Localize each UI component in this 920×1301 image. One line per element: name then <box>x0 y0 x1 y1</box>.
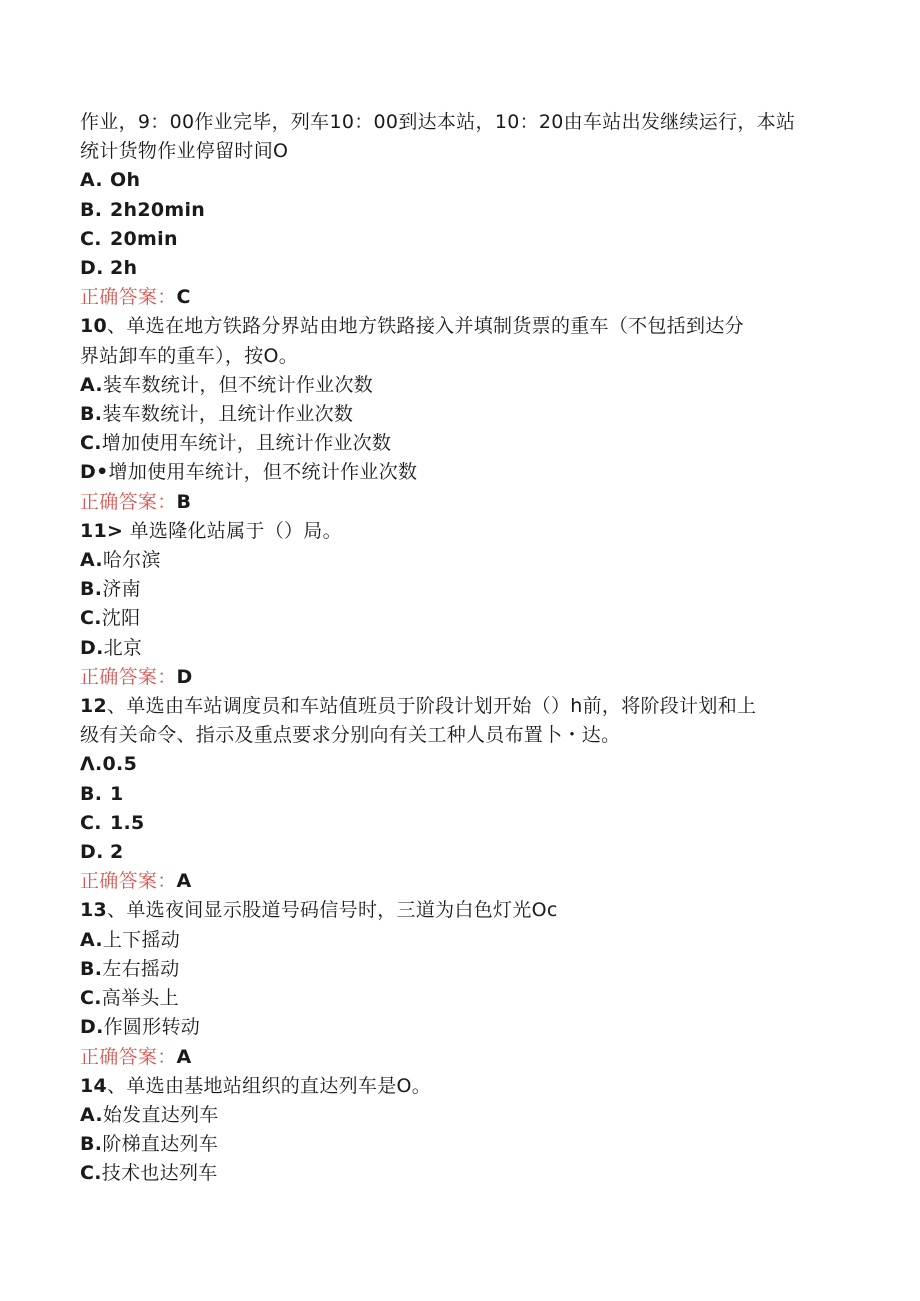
option-label: Λ. <box>80 753 103 776</box>
question-stem-text: 单选隆化站属于（）局。 <box>129 519 342 542</box>
option-label: B. <box>80 782 103 805</box>
option-label: A. <box>80 373 103 396</box>
option-label: A. <box>80 1103 103 1126</box>
document-page <box>80 108 840 1189</box>
question-12-stem-line-1 <box>80 692 840 721</box>
question-9-stem-line-2: 统计货物作业停留时间O <box>80 140 289 163</box>
option-label: D. <box>80 257 104 280</box>
option-text: 济南 <box>102 578 141 601</box>
question-11-stem-line-1 <box>80 517 840 546</box>
question-12-option-c <box>80 809 840 838</box>
question-12-stem-line-2: 级有关命令、指示及重点要求分别向有关工种人员布置卜・达。 <box>80 724 621 747</box>
option-text: 北京 <box>103 636 143 659</box>
question-number: 14 <box>80 1074 108 1097</box>
question-12-option-d <box>80 838 840 867</box>
option-text: 装车数统计，且统计作业次数 <box>102 403 354 426</box>
option-text: 1.5 <box>110 811 145 834</box>
question-9-stem-line-1: 作业，9：00作业完毕，列车10：00到达本站，10：20由车站出发继续运行，本站 <box>80 111 796 133</box>
question-14-option-b <box>80 1130 840 1159</box>
option-text: 增加使用车统计，但不统计作业次数 <box>108 461 418 484</box>
question-number: 12 <box>80 695 108 718</box>
option-label: C. <box>80 607 102 630</box>
option-label: D. <box>80 841 104 864</box>
question-13-option-b <box>80 955 840 984</box>
question-stem-text: 、单选由车站调度员和车站值班员于阶段计划开始（）h前，将阶段计划和上 <box>107 695 757 718</box>
question-12-option-b <box>80 780 840 809</box>
question-10-option-d <box>80 458 840 487</box>
option-label: A. <box>80 169 103 192</box>
option-label: D. <box>80 636 104 659</box>
option-text: 始发直达列车 <box>102 1103 219 1126</box>
answer-prefix: 正确答案： <box>80 1045 177 1068</box>
question-14-option-c <box>80 1159 840 1188</box>
option-text: 装车数统计，但不统计作业次数 <box>102 373 374 396</box>
option-text: 作圆形转动 <box>103 1016 201 1039</box>
question-10-stem-line-2: 界站卸车的重车），按O。 <box>80 344 299 367</box>
question-12-option-a <box>80 750 840 779</box>
question-number: 13 <box>80 899 108 922</box>
option-label: C. <box>80 432 102 455</box>
question-9-answer <box>80 283 840 312</box>
question-11-answer <box>80 663 840 692</box>
question-13-answer <box>80 1043 840 1072</box>
question-9-option-c <box>80 225 840 254</box>
answer-prefix: 正确答案： <box>80 286 177 309</box>
option-text: 上下摇动 <box>102 928 181 951</box>
option-text: 增加使用车统计，且统计作业次数 <box>101 432 392 455</box>
question-stem-text: 、单选在地方铁路分界站由地方铁路接入并填制货票的重车（不包括到达分 <box>107 315 744 338</box>
option-text: 技术也达列车 <box>101 1162 218 1185</box>
question-12-answer <box>80 867 840 896</box>
answer-prefix: 正确答案： <box>80 490 177 513</box>
answer-value: B <box>176 490 192 513</box>
option-text: 哈尔滨 <box>102 549 161 572</box>
question-11-option-d <box>80 634 840 663</box>
option-text: 2 <box>110 841 124 864</box>
answer-prefix: 正确答案： <box>80 665 177 688</box>
option-text: 20min <box>110 227 178 250</box>
question-13-stem-line-1 <box>80 896 840 925</box>
answer-prefix: 正确答案： <box>80 870 177 893</box>
option-label: C. <box>80 811 102 834</box>
option-label: C. <box>80 987 102 1010</box>
option-text: 2h <box>110 257 138 280</box>
question-11-option-a <box>80 546 840 575</box>
answer-value: D <box>176 665 193 688</box>
question-number: 10 <box>80 315 108 338</box>
question-11-option-c <box>80 604 840 633</box>
option-text: 2h20min <box>110 198 206 221</box>
question-14-stem-line-1 <box>80 1072 840 1101</box>
option-text: 左右摇动 <box>102 957 180 980</box>
option-text: 沈阳 <box>101 607 141 630</box>
question-14-option-a <box>80 1101 840 1130</box>
option-label: D. <box>80 1016 104 1039</box>
option-label: A. <box>80 928 103 951</box>
question-10-answer <box>80 488 840 517</box>
option-label: B. <box>80 198 103 221</box>
question-10-option-a <box>80 371 840 400</box>
question-10-stem-line-1 <box>80 312 840 341</box>
question-10-option-b <box>80 400 840 429</box>
question-10-option-c <box>80 429 840 458</box>
question-9-option-b <box>80 196 840 225</box>
option-label: D• <box>80 461 109 484</box>
answer-value: A <box>176 870 192 893</box>
option-label: B. <box>80 1133 103 1156</box>
question-11-option-b <box>80 575 840 604</box>
option-text: Oh <box>110 169 141 192</box>
option-text: 高举头上 <box>101 987 179 1010</box>
option-label: C. <box>80 1162 102 1185</box>
question-13-option-d <box>80 1013 840 1042</box>
option-text: 阶梯直达列车 <box>102 1133 219 1156</box>
question-9-option-d <box>80 254 840 283</box>
option-text: 1 <box>110 782 124 805</box>
answer-value: A <box>176 1045 192 1068</box>
option-label: B. <box>80 403 103 426</box>
option-label: A. <box>80 549 103 572</box>
question-number: 11> <box>80 519 124 542</box>
option-label: B. <box>80 957 103 980</box>
question-stem-text: 、单选由基地站组织的直达列车是O。 <box>107 1074 432 1097</box>
question-stem-text: 、单选夜间显示股道号码信号时，三道为白色灯光Oc <box>107 899 558 922</box>
option-label: B. <box>80 578 103 601</box>
answer-value: C <box>176 286 191 309</box>
option-text: 0.5 <box>102 753 138 776</box>
question-13-option-a <box>80 926 840 955</box>
option-label: C. <box>80 227 102 250</box>
question-13-option-c <box>80 984 840 1013</box>
question-9-option-a <box>80 166 840 195</box>
